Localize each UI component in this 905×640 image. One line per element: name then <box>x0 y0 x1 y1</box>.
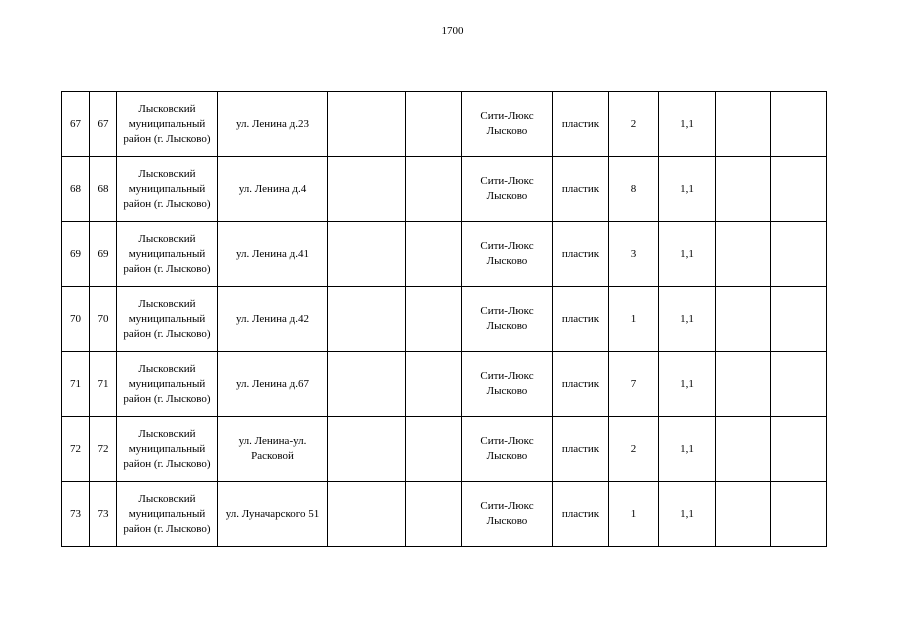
material-cell: пластик <box>553 157 609 222</box>
object-number-cell: 70 <box>90 287 117 352</box>
empty-cell <box>328 352 406 417</box>
district-cell: Лысковский муниципальный район (г. Лысково) <box>117 287 218 352</box>
organization-cell: Сити-Люкс Лысково <box>462 482 553 547</box>
address-cell: ул. Ленина д.23 <box>218 92 328 157</box>
address-cell: ул. Луначарского 51 <box>218 482 328 547</box>
row-number-cell: 69 <box>62 222 90 287</box>
empty-cell <box>328 417 406 482</box>
district-cell: Лысковский муниципальный район (г. Лысково) <box>117 352 218 417</box>
address-cell: ул. Ленина д.67 <box>218 352 328 417</box>
table-row <box>62 417 827 482</box>
organization-cell: Сити-Люкс Лысково <box>462 222 553 287</box>
volume-cell: 1,1 <box>659 92 716 157</box>
empty-cell <box>406 287 462 352</box>
object-number-cell: 69 <box>90 222 117 287</box>
table-row <box>62 92 827 157</box>
organization-cell: Сити-Люкс Лысково <box>462 287 553 352</box>
row-number-cell: 71 <box>62 352 90 417</box>
organization-cell: Сити-Люкс Лысково <box>462 92 553 157</box>
table-row <box>62 157 827 222</box>
empty-cell <box>771 157 827 222</box>
empty-cell <box>328 92 406 157</box>
row-number-cell: 73 <box>62 482 90 547</box>
empty-cell <box>406 92 462 157</box>
empty-cell <box>716 417 771 482</box>
empty-cell <box>716 222 771 287</box>
row-number-cell: 67 <box>62 92 90 157</box>
row-number-cell: 72 <box>62 417 90 482</box>
row-number-cell: 68 <box>62 157 90 222</box>
empty-cell <box>716 157 771 222</box>
district-cell: Лысковский муниципальный район (г. Лысково) <box>117 157 218 222</box>
registry-table <box>61 91 827 547</box>
material-cell: пластик <box>553 222 609 287</box>
volume-cell: 1,1 <box>659 352 716 417</box>
empty-cell <box>716 352 771 417</box>
quantity-cell: 7 <box>609 352 659 417</box>
table-row <box>62 287 827 352</box>
empty-cell <box>406 157 462 222</box>
material-cell: пластик <box>553 92 609 157</box>
empty-cell <box>328 287 406 352</box>
quantity-cell: 3 <box>609 222 659 287</box>
empty-cell <box>328 222 406 287</box>
object-number-cell: 71 <box>90 352 117 417</box>
table-row <box>62 482 827 547</box>
empty-cell <box>406 482 462 547</box>
empty-cell <box>771 482 827 547</box>
table-body <box>62 92 827 547</box>
volume-cell: 1,1 <box>659 287 716 352</box>
table-row <box>62 222 827 287</box>
empty-cell <box>328 482 406 547</box>
empty-cell <box>716 92 771 157</box>
address-cell: ул. Ленина д.41 <box>218 222 328 287</box>
quantity-cell: 8 <box>609 157 659 222</box>
empty-cell <box>406 222 462 287</box>
empty-cell <box>771 352 827 417</box>
quantity-cell: 1 <box>609 287 659 352</box>
quantity-cell: 2 <box>609 417 659 482</box>
empty-cell <box>716 482 771 547</box>
organization-cell: Сити-Люкс Лысково <box>462 157 553 222</box>
object-number-cell: 73 <box>90 482 117 547</box>
object-number-cell: 68 <box>90 157 117 222</box>
material-cell: пластик <box>553 287 609 352</box>
volume-cell: 1,1 <box>659 417 716 482</box>
empty-cell <box>406 417 462 482</box>
volume-cell: 1,1 <box>659 222 716 287</box>
table-row <box>62 352 827 417</box>
address-cell: ул. Ленина-ул. Расковой <box>218 417 328 482</box>
material-cell: пластик <box>553 417 609 482</box>
organization-cell: Сити-Люкс Лысково <box>462 352 553 417</box>
page-number: 1700 <box>441 25 464 37</box>
quantity-cell: 2 <box>609 92 659 157</box>
empty-cell <box>771 222 827 287</box>
material-cell: пластик <box>553 352 609 417</box>
district-cell: Лысковский муниципальный район (г. Лысково) <box>117 222 218 287</box>
object-number-cell: 72 <box>90 417 117 482</box>
empty-cell <box>771 92 827 157</box>
empty-cell <box>771 417 827 482</box>
empty-cell <box>328 157 406 222</box>
district-cell: Лысковский муниципальный район (г. Лысково) <box>117 417 218 482</box>
address-cell: ул. Ленина д.42 <box>218 287 328 352</box>
district-cell: Лысковский муниципальный район (г. Лысково) <box>117 92 218 157</box>
empty-cell <box>771 287 827 352</box>
object-number-cell: 67 <box>90 92 117 157</box>
volume-cell: 1,1 <box>659 482 716 547</box>
district-cell: Лысковский муниципальный район (г. Лысково) <box>117 482 218 547</box>
empty-cell <box>716 287 771 352</box>
organization-cell: Сити-Люкс Лысково <box>462 417 553 482</box>
volume-cell: 1,1 <box>659 157 716 222</box>
row-number-cell: 70 <box>62 287 90 352</box>
material-cell: пластик <box>553 482 609 547</box>
quantity-cell: 1 <box>609 482 659 547</box>
empty-cell <box>406 352 462 417</box>
address-cell: ул. Ленина д.4 <box>218 157 328 222</box>
